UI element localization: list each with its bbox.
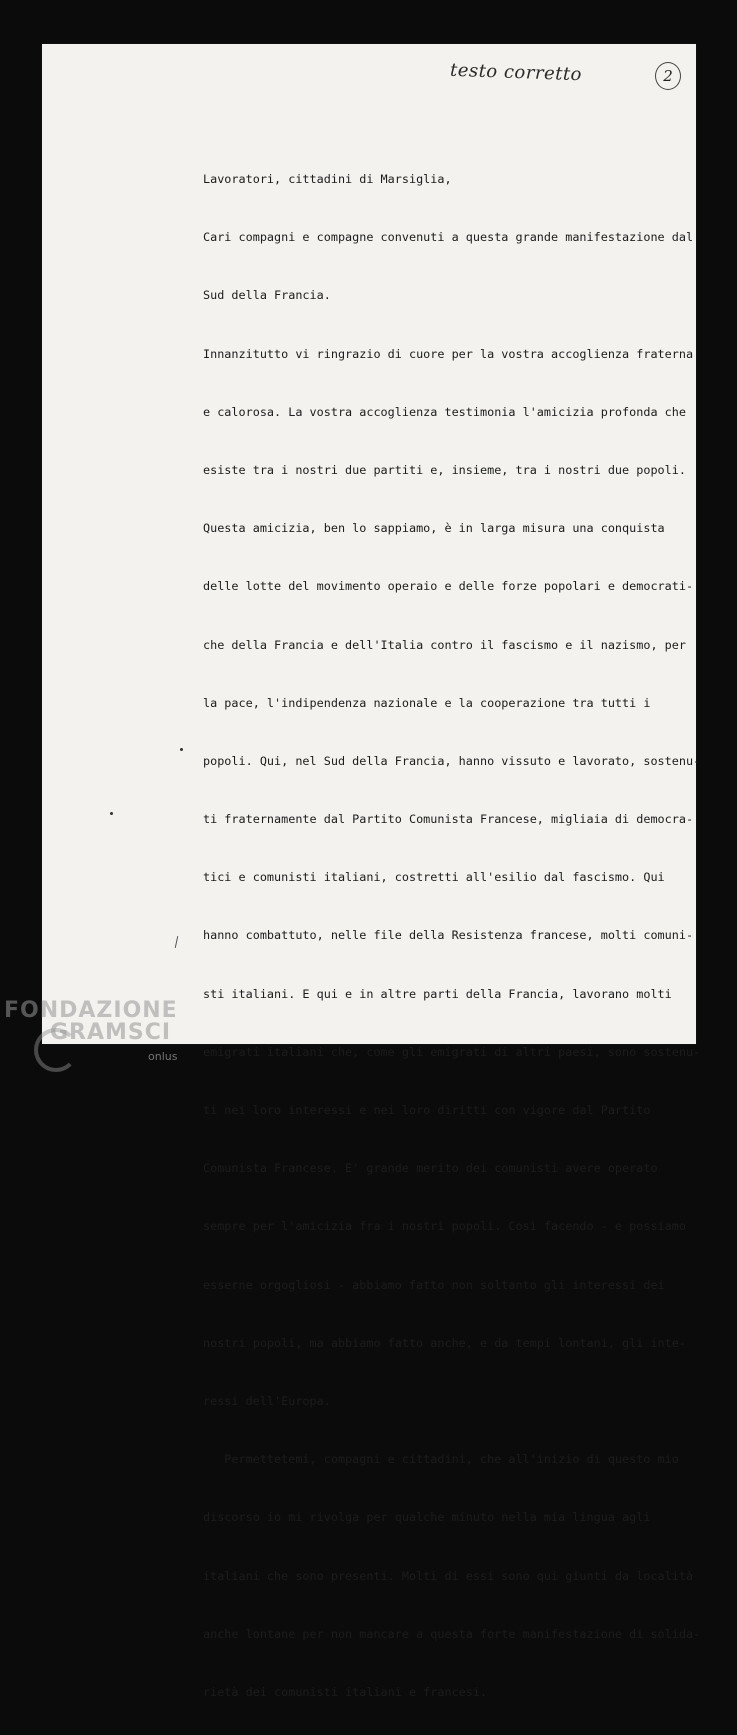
text-line: popoli. Qui, nel Sud della Francia, hanno vissuto e lavorato, sostenu- xyxy=(203,753,701,768)
text-line: ti nei loro interessi e nei loro diritti con vigore dal Partito xyxy=(203,1103,651,1117)
watermark-logo xyxy=(4,998,204,1078)
text-line: Sud della Francia. xyxy=(203,288,331,303)
text-line: sempre per l'amicizia fra i nostri popoli. Così facendo - e possiamo xyxy=(203,1219,686,1234)
text-line: che della Francia e dell'Italia contro il fascismo e il nazismo, per xyxy=(203,637,686,652)
text-line: ti fraternamente dal Partito Comunista Francese, migliaia di democra- xyxy=(203,812,694,827)
text-line: ressi dell'Europa. xyxy=(203,1393,331,1408)
typed-text-body xyxy=(203,136,701,1735)
watermark-line2: GRAMSCI xyxy=(50,1020,172,1045)
watermark-line3: onlus xyxy=(148,1050,178,1063)
text-line: emigrati italiani che, come gli emigrati di altri paesi, sono sostenu- xyxy=(203,1044,701,1059)
text-line: nostri popoli, ma abbiamo fatto anche, e da tempi lontani, gli inte- xyxy=(203,1335,686,1350)
text-line: Permettetemi, compagni e cittadini, che all'inizio di questo mio xyxy=(203,1452,679,1467)
text-line: esserne orgogliosi - abbiamo fatto non soltanto gli interessi dei xyxy=(203,1277,665,1292)
watermark-line1: FONDAZIONE xyxy=(4,998,178,1023)
ink-speck xyxy=(180,748,183,751)
text-line: e calorosa. La vostra accoglienza testimonia l'amicizia profonda che xyxy=(203,404,686,419)
text-line: Innanzitutto vi ringrazio di cuore per la vostra accoglienza fraterna xyxy=(203,346,694,361)
text-line: hanno combattuto, nelle file della Resistenza francese, molti comuni- xyxy=(203,928,694,943)
text-line: delle lotte del movimento operaio e delle forze popolari e democrati- xyxy=(203,579,694,594)
text-line: la pace, l'indipendenza nazionale e la cooperazione tra tutti i xyxy=(203,695,651,710)
text-line: discorso io mi rivolga per qualche minuto nella mia lingua agli xyxy=(203,1510,651,1525)
ink-speck xyxy=(110,812,113,815)
text-line: italiani che sono presenti. Molti di essi sono qui giunti da località xyxy=(203,1568,694,1583)
text-line: Lavoratori, cittadini di Marsiglia, xyxy=(203,172,452,186)
text-line: anche lontane per non mancare a questa forte manifestazione di solida- xyxy=(203,1626,701,1641)
text-line: Comunista Francese. E' grande merito dei comunisti avere operato xyxy=(203,1161,658,1176)
text-line: rietà dei comunisti italiani e francesi. xyxy=(203,1684,488,1699)
handwritten-annotation: testo corretto xyxy=(449,59,583,86)
text-line: esiste tra i nostri due partiti e, insieme, tra i nostri due popoli. xyxy=(203,462,686,477)
text-line: Cari compagni e compagne convenuti a questa grande manifestazione dal xyxy=(203,230,694,245)
text-line: tici e comunisti italiani, costretti all'esilio dal fascismo. Qui xyxy=(203,870,665,885)
text-line: sti italiani. E qui e in altre parti della Francia, lavorano molti xyxy=(203,986,672,1001)
page-number: 2 xyxy=(655,62,681,90)
text-line: Questa amicizia, ben lo sappiamo, è in larga misura una conquista xyxy=(203,521,665,536)
